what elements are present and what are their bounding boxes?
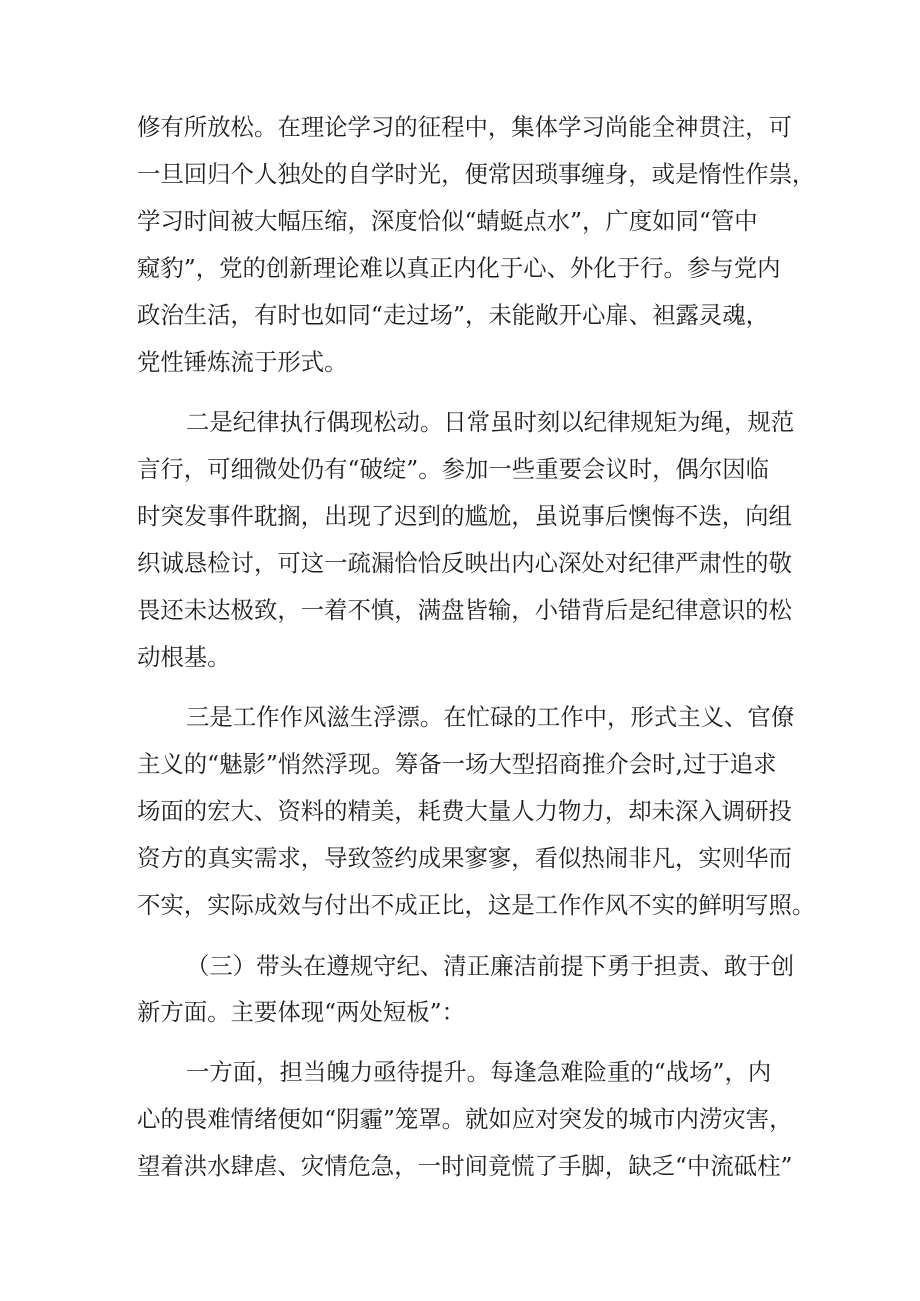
text-line: 资方的真实需求，导致签约成果寥寥，看似热闹非凡，实则华而 (137, 844, 792, 872)
text-line: 织诚恳检讨，可这一疏漏恰恰反映出内心深处对纪律严肃性的敬 (137, 549, 792, 577)
text-line: 场面的宏大、资料的精美，耗费大量人力物力，却未深入调研投 (137, 797, 792, 825)
text-line: 学习时间被大幅压缩，深度恰似“蜻蜓点水”，广度如同“管中 (137, 207, 758, 235)
text-line: 畏还未达极致，一着不慎，满盘皆输，小错背后是纪律意识的松 (137, 596, 792, 624)
text-line: 一方面，担当魄力亟待提升。每逢急难险重的“战场”，内 (186, 1058, 772, 1086)
text-line: 不实，实际成效与付出不成正比，这是工作作风不实的鲜明写照。 (137, 891, 816, 919)
text-line: 主义的“魅影”悄然浮现。筹备一场大型招商推介会时,过于追求 (137, 750, 777, 778)
text-line: 党性锤炼流于形式。 (137, 348, 348, 376)
section-heading-line: （三）带头在遵规守纪、清正廉洁前提下勇于担责、敢于创 (186, 952, 795, 980)
text-line: 望着洪水肆虐、灾情危急，一时间竟慌了手脚，缺乏“中流砥柱” (137, 1152, 793, 1180)
text-line: 动根基。 (137, 643, 231, 671)
text-line: 二是纪律执行偶现松动。日常虽时刻以纪律规矩为绳，规范 (186, 408, 795, 436)
text-line: 窥豹”，党的创新理论难以真正内化于心、外化于行。参与党内 (137, 254, 781, 282)
text-line: 政治生活，有时也如同“走过场”，未能敞开心扉、袒露灵魂， (137, 301, 770, 329)
text-line: 三是工作作风滋生浮漂。在忙碌的工作中，形式主义、官僚 (186, 703, 795, 731)
text-line: 时突发事件耽搁，出现了迟到的尴尬，虽说事后懊悔不迭，向组 (137, 502, 792, 530)
text-line: 一旦回归个人独处的自学时光，便常因琐事缠身，或是惰性作祟， (137, 160, 816, 188)
text-line: 言行，可细微处仍有“破绽”。参加一些重要会议时，偶尔因临 (137, 455, 770, 483)
section-heading-line: 新方面。主要体现“两处短板”： (137, 998, 465, 1026)
text-line: 心的畏难情绪便如“阴霾”笼罩。就如应对突发的城市内涝灾害， (137, 1105, 793, 1133)
text-line: 修有所放松。在理论学习的征程中，集体学习尚能全神贯注，可 (137, 113, 792, 141)
